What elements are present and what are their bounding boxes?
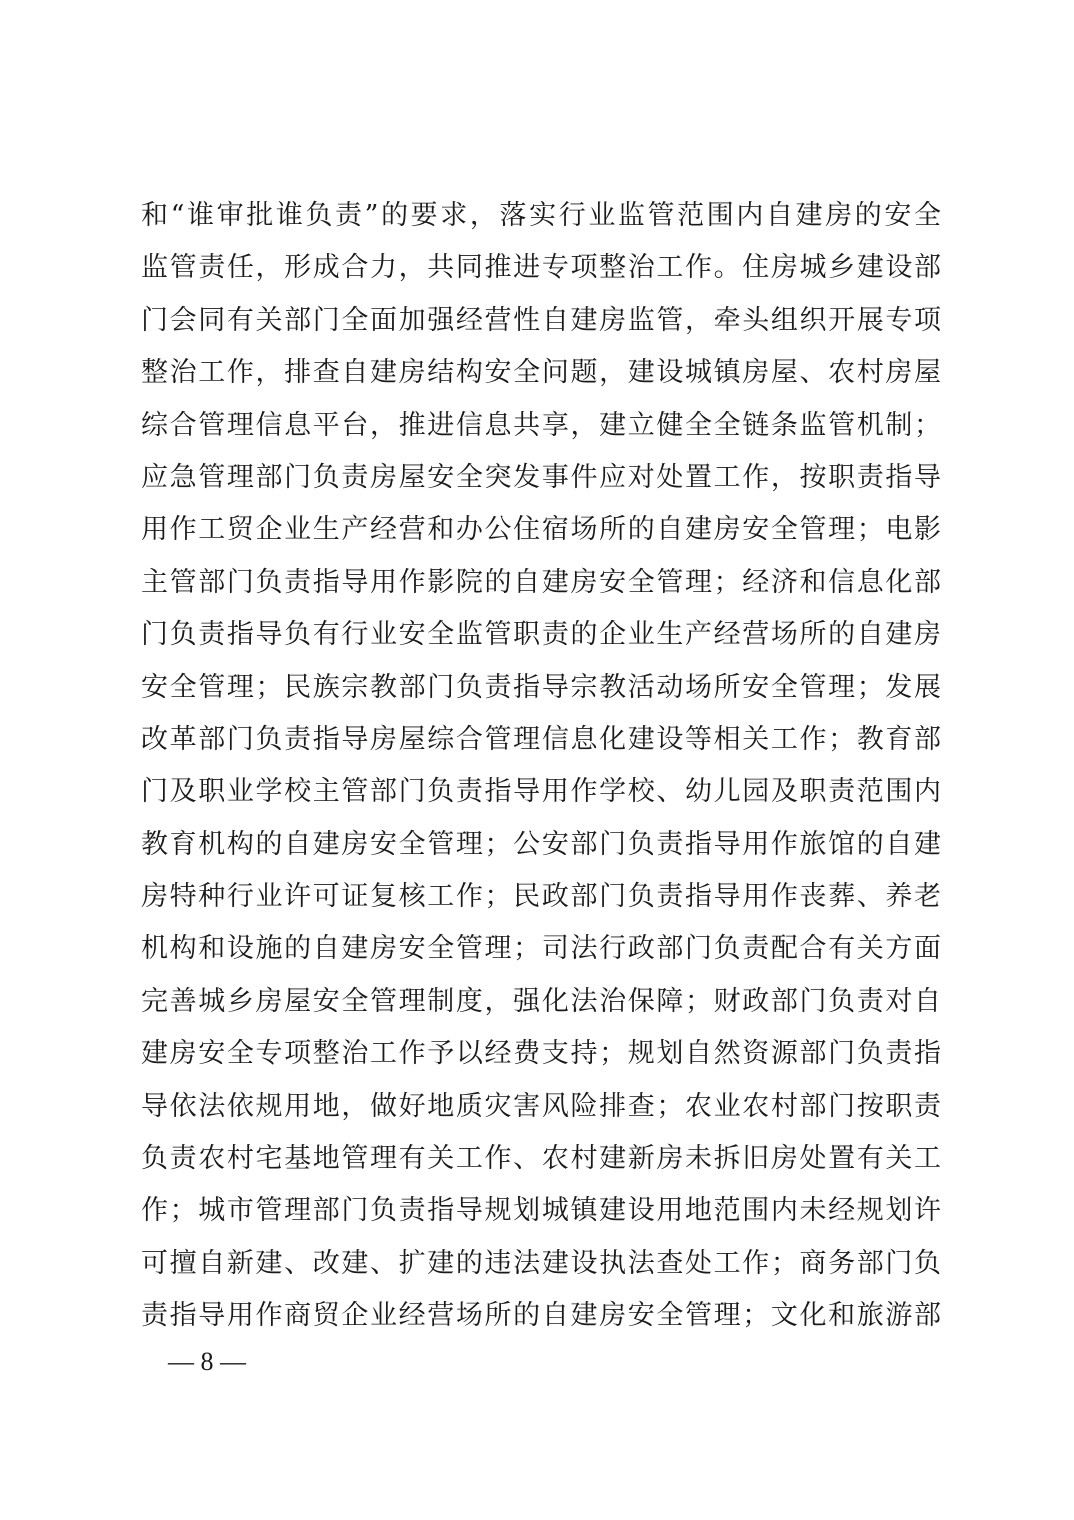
body-text xyxy=(141,190,941,1343)
text-line: 完善城乡房屋安全管理制度，强化法治保障；财政部门负责对自 xyxy=(141,985,941,1017)
text-line: 建房安全专项整治工作予以经费支持；规划自然资源部门负责指 xyxy=(141,1038,941,1070)
text-line: 导依法依规用地，做好地质灾害风险排查；农业农村部门按职责 xyxy=(141,1090,941,1122)
text-line: 可擅自新建、改建、扩建的违法建设执法查处工作；商务部门负 xyxy=(141,1247,941,1279)
text-line: 和“谁审批谁负责”的要求，落实行业监管范围内自建房的安全 xyxy=(141,200,941,231)
text-line: 用作工贸企业生产经营和办公住宿场所的自建房安全管理；电影 xyxy=(141,514,941,546)
text-line: 监管责任，形成合力，共同推进专项整治工作。住房城乡建设部 xyxy=(141,252,941,284)
text-line: 负责农村宅基地管理有关工作、农村建新房未拆旧房处置有关工 xyxy=(141,1143,941,1175)
text-line: 门负责指导负有行业安全监管职责的企业生产经营场所的自建房 xyxy=(141,619,941,651)
text-line: 安全管理；民族宗教部门负责指导宗教活动场所安全管理；发展 xyxy=(141,671,941,703)
text-line: 门及职业学校主管部门负责指导用作学校、幼儿园及职责范围内 xyxy=(141,776,941,808)
page-number: — 8 — xyxy=(168,1347,246,1376)
text-line: 主管部门负责指导用作影院的自建房安全管理；经济和信息化部 xyxy=(141,566,941,598)
text-line: 整治工作，排查自建房结构安全问题，建设城镇房屋、农村房屋 xyxy=(141,357,941,389)
text-line: 改革部门负责指导房屋综合管理信息化建设等相关工作；教育部 xyxy=(141,723,941,755)
text-line: 作；城市管理部门负责指导规划城镇建设用地范围内未经规划许 xyxy=(141,1195,941,1227)
text-line: 责指导用作商贸企业经营场所的自建房安全管理；文化和旅游部 xyxy=(141,1300,941,1332)
text-line: 综合管理信息平台，推进信息共享，建立健全全链条监管机制； xyxy=(141,409,941,441)
text-line: 应急管理部门负责房屋安全突发事件应对处置工作，按职责指导 xyxy=(141,461,941,493)
text-line: 机构和设施的自建房安全管理；司法行政部门负责配合有关方面 xyxy=(141,933,941,965)
text-line: 房特种行业许可证复核工作；民政部门负责指导用作丧葬、养老 xyxy=(141,881,941,913)
text-line: 教育机构的自建房安全管理；公安部门负责指导用作旅馆的自建 xyxy=(141,828,941,860)
text-line: 门会同有关部门全面加强经营性自建房监管，牵头组织开展专项 xyxy=(141,304,941,336)
